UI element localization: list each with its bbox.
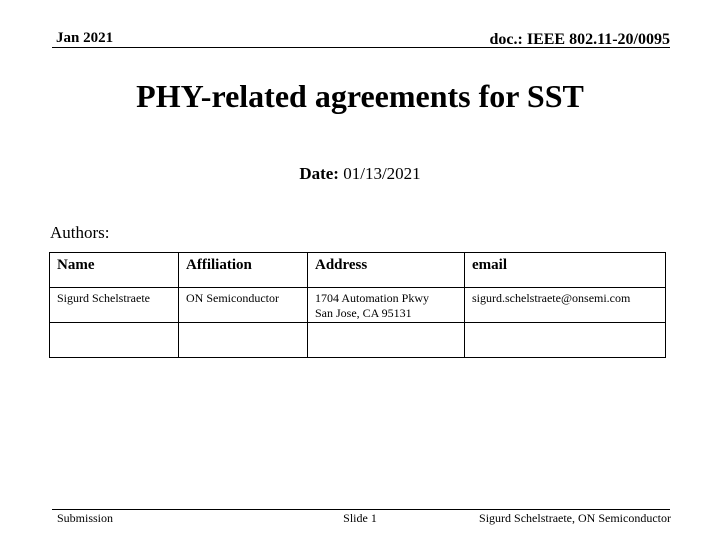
cell-address bbox=[308, 323, 465, 358]
table-header-row bbox=[50, 253, 666, 288]
column-header-address: Address bbox=[308, 253, 465, 288]
cell-email: sigurd.schelstraete@onsemi.com bbox=[465, 288, 666, 323]
column-header-affiliation: Affiliation bbox=[179, 253, 308, 288]
cell-affiliation: ON Semiconductor bbox=[179, 288, 308, 323]
cell-affiliation bbox=[179, 323, 308, 358]
header-date: Jan 2021 bbox=[56, 30, 114, 46]
footer-divider bbox=[52, 509, 670, 510]
column-header-name: Name bbox=[50, 253, 179, 288]
authors-label: Authors: bbox=[50, 223, 110, 242]
authors-table bbox=[49, 252, 666, 358]
date-line bbox=[0, 164, 720, 184]
cell-address: 1704 Automation Pkwy San Jose, CA 95131 bbox=[308, 288, 465, 323]
cell-email bbox=[465, 323, 666, 358]
cell-name: Sigurd Schelstraete bbox=[50, 288, 179, 323]
footer-submission: Submission bbox=[57, 511, 114, 525]
column-header-email: email bbox=[465, 253, 666, 288]
header-divider bbox=[52, 47, 670, 48]
header-doc-id: doc.: IEEE 802.11-20/0095 bbox=[489, 31, 670, 48]
slide-title: PHY-related agreements for SST bbox=[136, 78, 584, 114]
date-label: Date: bbox=[299, 164, 339, 183]
footer-slide-number: Slide 1 bbox=[343, 511, 377, 525]
footer-author: Sigurd Schelstraete, ON Semiconductor bbox=[479, 511, 671, 525]
table-row bbox=[50, 288, 666, 323]
cell-name bbox=[50, 323, 179, 358]
table-row bbox=[50, 323, 666, 358]
date-value: 01/13/2021 bbox=[343, 164, 421, 183]
